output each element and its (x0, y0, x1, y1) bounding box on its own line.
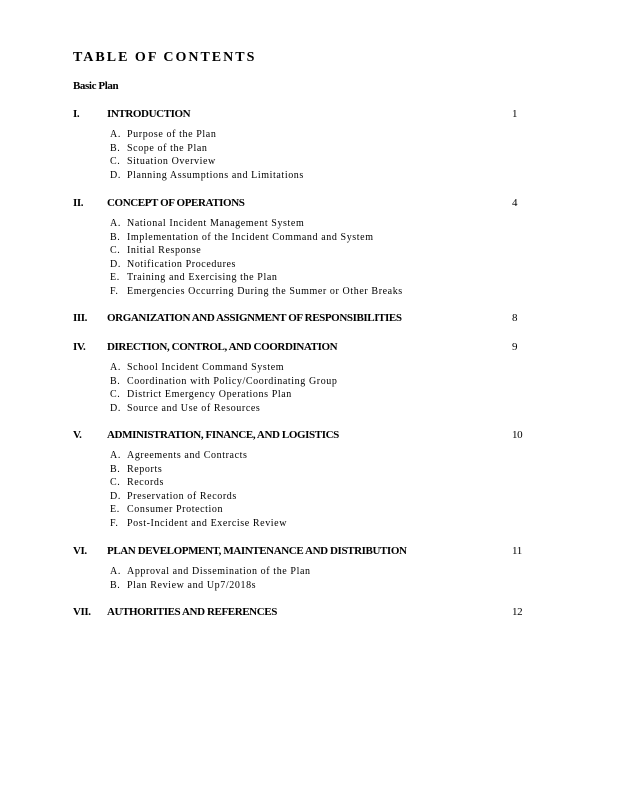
section-title: PLAN DEVELOPMENT, MAINTENANCE AND DISTRIBUTION (107, 545, 407, 557)
toc-section-heading (0, 108, 618, 124)
section-title: DIRECTION, CONTROL, AND COORDINATION (107, 341, 338, 353)
item-text: Training and Exercising the Plan (127, 272, 278, 284)
section-numeral: VII. (73, 606, 91, 618)
item-letter: E. (110, 504, 120, 516)
item-text: National Incident Management System (127, 218, 305, 229)
section-title: CONCEPT OF OPERATIONS (107, 197, 245, 209)
item-text: Notification Procedures (127, 258, 237, 270)
item-text: Plan Review and Up7/2018s (127, 579, 257, 591)
toc-section-administration (0, 429, 618, 529)
item-text: Planning Assumptions and Limitations (127, 169, 304, 181)
page-subtitle: Basic Plan (73, 80, 119, 92)
item-text: Coordination with Policy/Coordinating Group (127, 375, 338, 387)
item-text: Initial Response (127, 245, 202, 257)
item-letter: D. (110, 490, 121, 502)
toc-section-direction-control (0, 341, 618, 414)
toc-section-heading (0, 312, 618, 328)
section-title: ORGANIZATION AND ASSIGNMENT OF RESPONSIBILITIES (107, 312, 402, 324)
toc-item-list (0, 566, 618, 593)
item-letter: B. (110, 142, 121, 154)
toc-item (0, 218, 618, 232)
toc-section-authorities (0, 606, 618, 622)
toc-item (0, 580, 618, 594)
toc-item (0, 232, 618, 246)
item-text: Scope of the Plan (127, 142, 208, 154)
section-page-number: 1 (512, 108, 518, 120)
item-letter: F. (110, 517, 119, 529)
section-numeral: I. (73, 108, 80, 120)
toc-section-heading (0, 341, 618, 357)
toc-item (0, 566, 618, 580)
toc-section-heading (0, 197, 618, 213)
toc-item (0, 259, 618, 273)
section-title: AUTHORITIES AND REFERENCES (107, 606, 277, 618)
item-text: Approval and Dissemination of the Plan (127, 566, 311, 577)
section-page-number: 8 (512, 312, 518, 324)
section-title: ADMINISTRATION, FINANCE, AND LOGISTICS (107, 429, 339, 441)
item-text: School Incident Command System (127, 362, 285, 373)
toc-section-heading (0, 545, 618, 561)
toc-item (0, 286, 618, 300)
toc-section-plan-development (0, 545, 618, 591)
item-letter: F. (110, 285, 119, 297)
item-text: Purpose of the Plan (127, 129, 217, 140)
item-letter: A. (110, 362, 121, 373)
toc-item (0, 170, 618, 184)
section-numeral: IV. (73, 341, 86, 353)
toc-item-list (0, 129, 618, 183)
item-text: Source and Use of Resources (127, 402, 261, 414)
toc-item (0, 491, 618, 505)
item-letter: B. (110, 231, 121, 243)
toc-item (0, 389, 618, 403)
item-text: Agreements and Contracts (127, 450, 248, 461)
item-letter: A. (110, 450, 121, 461)
toc-item (0, 245, 618, 259)
toc-item (0, 464, 618, 478)
item-letter: C. (110, 389, 121, 401)
section-page-number: 10 (512, 429, 523, 441)
section-page-number: 9 (512, 341, 518, 353)
toc-section-concept-of-operations (0, 197, 618, 297)
toc-item (0, 362, 618, 376)
section-page-number: 11 (512, 545, 522, 557)
item-letter: B. (110, 579, 121, 591)
toc-item (0, 143, 618, 157)
section-numeral: VI. (73, 545, 87, 557)
item-text: Implementation of the Incident Command and System (127, 231, 374, 243)
item-letter: D. (110, 402, 121, 414)
item-text: Post-Incident and Exercise Review (127, 517, 288, 529)
section-page-number: 12 (512, 606, 523, 618)
toc-item (0, 272, 618, 286)
toc-item-list (0, 218, 618, 300)
item-letter: A. (110, 129, 121, 140)
item-text: District Emergency Operations Plan (127, 389, 292, 401)
section-numeral: III. (73, 312, 87, 324)
toc-section-organization (0, 312, 618, 328)
item-letter: B. (110, 375, 121, 387)
toc-item (0, 450, 618, 464)
item-letter: C. (110, 245, 121, 257)
toc-item (0, 156, 618, 170)
toc-section-heading (0, 429, 618, 445)
item-text: Records (127, 477, 164, 489)
item-letter: C. (110, 156, 121, 168)
item-text: Situation Overview (127, 156, 216, 168)
item-text: Reports (127, 463, 163, 475)
section-page-number: 4 (512, 197, 518, 209)
item-letter: E. (110, 272, 120, 284)
page-title: TABLE OF CONTENTS (73, 50, 257, 65)
toc-section-heading (0, 606, 618, 622)
item-letter: D. (110, 258, 121, 270)
item-text: Consumer Protection (127, 504, 224, 516)
toc-item (0, 376, 618, 390)
toc-item-list (0, 450, 618, 532)
toc-item (0, 518, 618, 532)
toc-item (0, 403, 618, 417)
toc-item (0, 504, 618, 518)
toc-section-introduction (0, 108, 618, 181)
toc-item (0, 477, 618, 491)
section-numeral: V. (73, 429, 82, 441)
section-title: INTRODUCTION (107, 108, 191, 120)
item-text: Emergencies Occurring During the Summer or Other Breaks (127, 285, 403, 297)
toc-item-list (0, 362, 618, 416)
item-letter: A. (110, 218, 121, 229)
item-letter: D. (110, 169, 121, 181)
item-letter: B. (110, 463, 121, 475)
toc-item (0, 129, 618, 143)
item-text: Preservation of Records (127, 490, 237, 502)
item-letter: A. (110, 566, 121, 577)
item-letter: C. (110, 477, 121, 489)
section-numeral: II. (73, 197, 84, 209)
